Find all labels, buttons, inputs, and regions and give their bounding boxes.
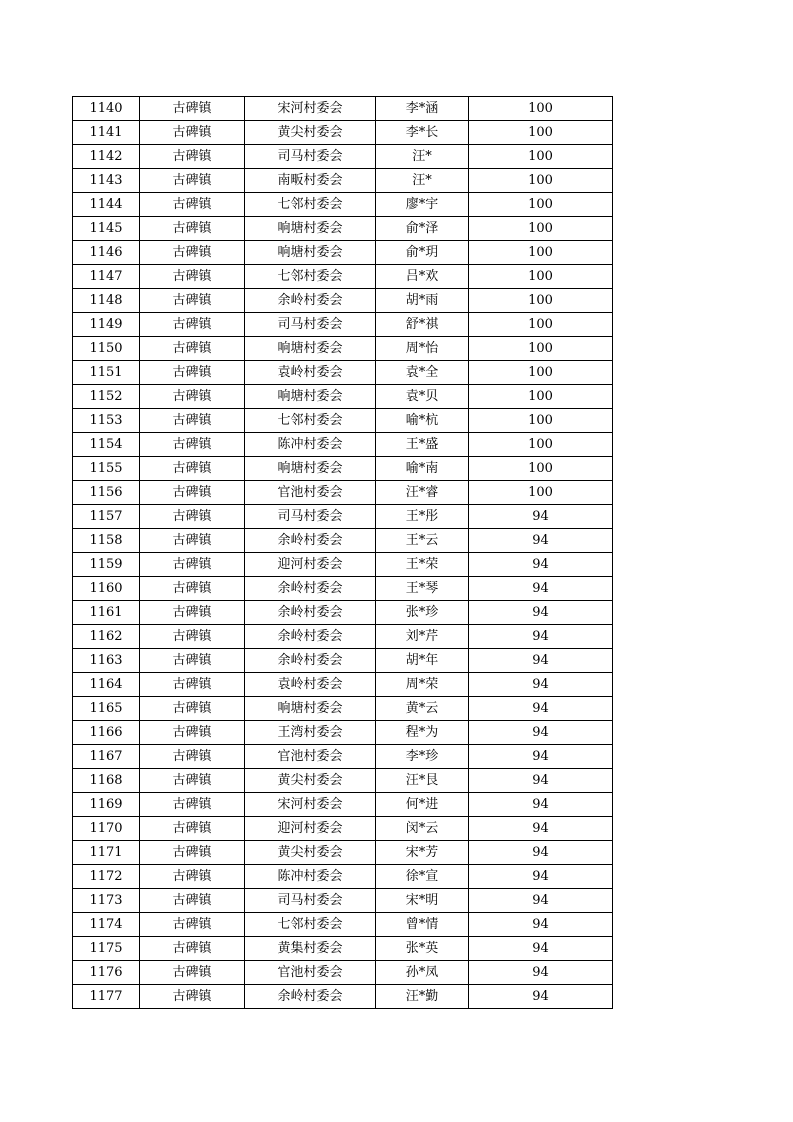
row-number-cell: 1174 bbox=[73, 913, 140, 937]
town-cell: 古碑镇 bbox=[140, 481, 245, 505]
amount-cell: 100 bbox=[469, 481, 613, 505]
roster-table-body bbox=[73, 97, 613, 1009]
amount-cell: 94 bbox=[469, 649, 613, 673]
town-cell: 古碑镇 bbox=[140, 313, 245, 337]
town-cell: 古碑镇 bbox=[140, 985, 245, 1009]
table-row bbox=[73, 457, 613, 481]
row-number-cell: 1171 bbox=[73, 841, 140, 865]
amount-cell: 94 bbox=[469, 793, 613, 817]
amount-cell: 100 bbox=[469, 193, 613, 217]
row-number-cell: 1151 bbox=[73, 361, 140, 385]
amount-cell: 94 bbox=[469, 985, 613, 1009]
person-name-cell: 闵*云 bbox=[376, 817, 469, 841]
table-row bbox=[73, 937, 613, 961]
row-number-cell: 1175 bbox=[73, 937, 140, 961]
amount-cell: 94 bbox=[469, 769, 613, 793]
table-row bbox=[73, 745, 613, 769]
row-number-cell: 1154 bbox=[73, 433, 140, 457]
row-number-cell: 1160 bbox=[73, 577, 140, 601]
village-committee-cell: 响塘村委会 bbox=[245, 241, 376, 265]
amount-cell: 94 bbox=[469, 529, 613, 553]
amount-cell: 94 bbox=[469, 721, 613, 745]
village-committee-cell: 七邻村委会 bbox=[245, 265, 376, 289]
row-number-cell: 1165 bbox=[73, 697, 140, 721]
amount-cell: 100 bbox=[469, 313, 613, 337]
row-number-cell: 1177 bbox=[73, 985, 140, 1009]
town-cell: 古碑镇 bbox=[140, 97, 245, 121]
person-name-cell: 王*彤 bbox=[376, 505, 469, 529]
village-committee-cell: 迎河村委会 bbox=[245, 817, 376, 841]
table-row bbox=[73, 649, 613, 673]
person-name-cell: 程*为 bbox=[376, 721, 469, 745]
village-committee-cell: 响塘村委会 bbox=[245, 217, 376, 241]
village-committee-cell: 响塘村委会 bbox=[245, 697, 376, 721]
person-name-cell: 舒*祺 bbox=[376, 313, 469, 337]
village-committee-cell: 袁岭村委会 bbox=[245, 361, 376, 385]
amount-cell: 94 bbox=[469, 577, 613, 601]
amount-cell: 100 bbox=[469, 169, 613, 193]
row-number-cell: 1147 bbox=[73, 265, 140, 289]
table-row bbox=[73, 697, 613, 721]
amount-cell: 100 bbox=[469, 217, 613, 241]
amount-cell: 94 bbox=[469, 625, 613, 649]
person-name-cell: 袁*全 bbox=[376, 361, 469, 385]
row-number-cell: 1164 bbox=[73, 673, 140, 697]
town-cell: 古碑镇 bbox=[140, 841, 245, 865]
amount-cell: 94 bbox=[469, 937, 613, 961]
amount-cell: 94 bbox=[469, 505, 613, 529]
village-committee-cell: 南畈村委会 bbox=[245, 169, 376, 193]
row-number-cell: 1141 bbox=[73, 121, 140, 145]
amount-cell: 100 bbox=[469, 361, 613, 385]
village-committee-cell: 官池村委会 bbox=[245, 745, 376, 769]
person-name-cell: 汪*睿 bbox=[376, 481, 469, 505]
town-cell: 古碑镇 bbox=[140, 649, 245, 673]
village-committee-cell: 余岭村委会 bbox=[245, 577, 376, 601]
amount-cell: 100 bbox=[469, 265, 613, 289]
town-cell: 古碑镇 bbox=[140, 289, 245, 313]
row-number-cell: 1146 bbox=[73, 241, 140, 265]
person-name-cell: 刘*芹 bbox=[376, 625, 469, 649]
table-row bbox=[73, 985, 613, 1009]
table-row bbox=[73, 865, 613, 889]
table-row bbox=[73, 385, 613, 409]
person-name-cell: 王*荣 bbox=[376, 553, 469, 577]
town-cell: 古碑镇 bbox=[140, 817, 245, 841]
table-row bbox=[73, 217, 613, 241]
row-number-cell: 1150 bbox=[73, 337, 140, 361]
village-committee-cell: 官池村委会 bbox=[245, 481, 376, 505]
amount-cell: 94 bbox=[469, 865, 613, 889]
row-number-cell: 1155 bbox=[73, 457, 140, 481]
village-committee-cell: 司马村委会 bbox=[245, 889, 376, 913]
table-row bbox=[73, 577, 613, 601]
row-number-cell: 1157 bbox=[73, 505, 140, 529]
person-name-cell: 胡*雨 bbox=[376, 289, 469, 313]
row-number-cell: 1159 bbox=[73, 553, 140, 577]
person-name-cell: 曾*情 bbox=[376, 913, 469, 937]
town-cell: 古碑镇 bbox=[140, 385, 245, 409]
village-committee-cell: 七邻村委会 bbox=[245, 409, 376, 433]
row-number-cell: 1161 bbox=[73, 601, 140, 625]
amount-cell: 94 bbox=[469, 841, 613, 865]
person-name-cell: 周*荣 bbox=[376, 673, 469, 697]
village-committee-cell: 响塘村委会 bbox=[245, 457, 376, 481]
town-cell: 古碑镇 bbox=[140, 241, 245, 265]
town-cell: 古碑镇 bbox=[140, 745, 245, 769]
table-row bbox=[73, 337, 613, 361]
row-number-cell: 1163 bbox=[73, 649, 140, 673]
person-name-cell: 李*长 bbox=[376, 121, 469, 145]
amount-cell: 100 bbox=[469, 145, 613, 169]
amount-cell: 94 bbox=[469, 745, 613, 769]
town-cell: 古碑镇 bbox=[140, 793, 245, 817]
amount-cell: 100 bbox=[469, 241, 613, 265]
table-row bbox=[73, 121, 613, 145]
table-row bbox=[73, 841, 613, 865]
table-row bbox=[73, 817, 613, 841]
row-number-cell: 1169 bbox=[73, 793, 140, 817]
person-name-cell: 汪*勤 bbox=[376, 985, 469, 1009]
village-committee-cell: 迎河村委会 bbox=[245, 553, 376, 577]
table-row bbox=[73, 601, 613, 625]
village-committee-cell: 余岭村委会 bbox=[245, 985, 376, 1009]
row-number-cell: 1166 bbox=[73, 721, 140, 745]
town-cell: 古碑镇 bbox=[140, 769, 245, 793]
table-row bbox=[73, 889, 613, 913]
row-number-cell: 1152 bbox=[73, 385, 140, 409]
village-committee-cell: 陈冲村委会 bbox=[245, 433, 376, 457]
person-name-cell: 廖*宇 bbox=[376, 193, 469, 217]
table-row bbox=[73, 289, 613, 313]
village-committee-cell: 司马村委会 bbox=[245, 145, 376, 169]
amount-cell: 94 bbox=[469, 817, 613, 841]
person-name-cell: 徐*宣 bbox=[376, 865, 469, 889]
village-committee-cell: 余岭村委会 bbox=[245, 601, 376, 625]
village-committee-cell: 余岭村委会 bbox=[245, 625, 376, 649]
row-number-cell: 1162 bbox=[73, 625, 140, 649]
person-name-cell: 王*琴 bbox=[376, 577, 469, 601]
table-row bbox=[73, 169, 613, 193]
town-cell: 古碑镇 bbox=[140, 169, 245, 193]
village-committee-cell: 黄尖村委会 bbox=[245, 769, 376, 793]
row-number-cell: 1145 bbox=[73, 217, 140, 241]
row-number-cell: 1143 bbox=[73, 169, 140, 193]
village-committee-cell: 袁岭村委会 bbox=[245, 673, 376, 697]
town-cell: 古碑镇 bbox=[140, 337, 245, 361]
village-committee-cell: 黄尖村委会 bbox=[245, 841, 376, 865]
person-name-cell: 袁*贝 bbox=[376, 385, 469, 409]
village-committee-cell: 黄尖村委会 bbox=[245, 121, 376, 145]
person-name-cell: 俞*玥 bbox=[376, 241, 469, 265]
town-cell: 古碑镇 bbox=[140, 217, 245, 241]
town-cell: 古碑镇 bbox=[140, 865, 245, 889]
table-row bbox=[73, 505, 613, 529]
amount-cell: 94 bbox=[469, 961, 613, 985]
town-cell: 古碑镇 bbox=[140, 265, 245, 289]
table-row bbox=[73, 481, 613, 505]
amount-cell: 94 bbox=[469, 601, 613, 625]
row-number-cell: 1176 bbox=[73, 961, 140, 985]
town-cell: 古碑镇 bbox=[140, 145, 245, 169]
row-number-cell: 1158 bbox=[73, 529, 140, 553]
row-number-cell: 1167 bbox=[73, 745, 140, 769]
row-number-cell: 1142 bbox=[73, 145, 140, 169]
row-number-cell: 1173 bbox=[73, 889, 140, 913]
town-cell: 古碑镇 bbox=[140, 409, 245, 433]
town-cell: 古碑镇 bbox=[140, 457, 245, 481]
amount-cell: 94 bbox=[469, 673, 613, 697]
table-row bbox=[73, 313, 613, 337]
person-name-cell: 胡*年 bbox=[376, 649, 469, 673]
person-name-cell: 王*云 bbox=[376, 529, 469, 553]
table-row bbox=[73, 97, 613, 121]
person-name-cell: 黄*云 bbox=[376, 697, 469, 721]
person-name-cell: 汪*艮 bbox=[376, 769, 469, 793]
amount-cell: 94 bbox=[469, 913, 613, 937]
table-row bbox=[73, 361, 613, 385]
table-row bbox=[73, 265, 613, 289]
row-number-cell: 1156 bbox=[73, 481, 140, 505]
row-number-cell: 1153 bbox=[73, 409, 140, 433]
village-committee-cell: 黄集村委会 bbox=[245, 937, 376, 961]
town-cell: 古碑镇 bbox=[140, 937, 245, 961]
amount-cell: 100 bbox=[469, 457, 613, 481]
village-committee-cell: 余岭村委会 bbox=[245, 649, 376, 673]
village-committee-cell: 七邻村委会 bbox=[245, 193, 376, 217]
table-row bbox=[73, 769, 613, 793]
row-number-cell: 1170 bbox=[73, 817, 140, 841]
table-row bbox=[73, 433, 613, 457]
roster-table bbox=[72, 96, 613, 1009]
person-name-cell: 吕*欢 bbox=[376, 265, 469, 289]
town-cell: 古碑镇 bbox=[140, 961, 245, 985]
table-row bbox=[73, 673, 613, 697]
person-name-cell: 宋*芳 bbox=[376, 841, 469, 865]
person-name-cell: 俞*泽 bbox=[376, 217, 469, 241]
town-cell: 古碑镇 bbox=[140, 529, 245, 553]
town-cell: 古碑镇 bbox=[140, 121, 245, 145]
row-number-cell: 1172 bbox=[73, 865, 140, 889]
town-cell: 古碑镇 bbox=[140, 577, 245, 601]
table-row bbox=[73, 625, 613, 649]
town-cell: 古碑镇 bbox=[140, 625, 245, 649]
amount-cell: 100 bbox=[469, 97, 613, 121]
amount-cell: 100 bbox=[469, 289, 613, 313]
village-committee-cell: 响塘村委会 bbox=[245, 337, 376, 361]
village-committee-cell: 司马村委会 bbox=[245, 505, 376, 529]
table-row bbox=[73, 409, 613, 433]
table-row bbox=[73, 721, 613, 745]
amount-cell: 100 bbox=[469, 433, 613, 457]
village-committee-cell: 宋河村委会 bbox=[245, 97, 376, 121]
town-cell: 古碑镇 bbox=[140, 361, 245, 385]
person-name-cell: 何*进 bbox=[376, 793, 469, 817]
town-cell: 古碑镇 bbox=[140, 601, 245, 625]
village-committee-cell: 官池村委会 bbox=[245, 961, 376, 985]
village-committee-cell: 宋河村委会 bbox=[245, 793, 376, 817]
person-name-cell: 李*珍 bbox=[376, 745, 469, 769]
person-name-cell: 周*怡 bbox=[376, 337, 469, 361]
table-row bbox=[73, 793, 613, 817]
village-committee-cell: 王湾村委会 bbox=[245, 721, 376, 745]
row-number-cell: 1144 bbox=[73, 193, 140, 217]
amount-cell: 100 bbox=[469, 337, 613, 361]
person-name-cell: 喻*南 bbox=[376, 457, 469, 481]
amount-cell: 100 bbox=[469, 121, 613, 145]
person-name-cell: 喻*杭 bbox=[376, 409, 469, 433]
amount-cell: 100 bbox=[469, 409, 613, 433]
person-name-cell: 张*珍 bbox=[376, 601, 469, 625]
person-name-cell: 李*涵 bbox=[376, 97, 469, 121]
table-row bbox=[73, 961, 613, 985]
village-committee-cell: 余岭村委会 bbox=[245, 529, 376, 553]
person-name-cell: 宋*明 bbox=[376, 889, 469, 913]
amount-cell: 94 bbox=[469, 697, 613, 721]
town-cell: 古碑镇 bbox=[140, 889, 245, 913]
person-name-cell: 汪* bbox=[376, 145, 469, 169]
village-committee-cell: 余岭村委会 bbox=[245, 289, 376, 313]
person-name-cell: 王*盛 bbox=[376, 433, 469, 457]
village-committee-cell: 司马村委会 bbox=[245, 313, 376, 337]
town-cell: 古碑镇 bbox=[140, 673, 245, 697]
amount-cell: 94 bbox=[469, 889, 613, 913]
village-committee-cell: 七邻村委会 bbox=[245, 913, 376, 937]
amount-cell: 94 bbox=[469, 553, 613, 577]
person-name-cell: 孙*凤 bbox=[376, 961, 469, 985]
table-row bbox=[73, 553, 613, 577]
table-row bbox=[73, 913, 613, 937]
row-number-cell: 1149 bbox=[73, 313, 140, 337]
row-number-cell: 1168 bbox=[73, 769, 140, 793]
row-number-cell: 1148 bbox=[73, 289, 140, 313]
village-committee-cell: 响塘村委会 bbox=[245, 385, 376, 409]
amount-cell: 100 bbox=[469, 385, 613, 409]
row-number-cell: 1140 bbox=[73, 97, 140, 121]
table-row bbox=[73, 193, 613, 217]
village-committee-cell: 陈冲村委会 bbox=[245, 865, 376, 889]
town-cell: 古碑镇 bbox=[140, 697, 245, 721]
town-cell: 古碑镇 bbox=[140, 433, 245, 457]
person-name-cell: 张*英 bbox=[376, 937, 469, 961]
town-cell: 古碑镇 bbox=[140, 913, 245, 937]
town-cell: 古碑镇 bbox=[140, 721, 245, 745]
town-cell: 古碑镇 bbox=[140, 505, 245, 529]
table-row bbox=[73, 241, 613, 265]
town-cell: 古碑镇 bbox=[140, 553, 245, 577]
town-cell: 古碑镇 bbox=[140, 193, 245, 217]
table-row bbox=[73, 529, 613, 553]
person-name-cell: 汪* bbox=[376, 169, 469, 193]
table-row bbox=[73, 145, 613, 169]
